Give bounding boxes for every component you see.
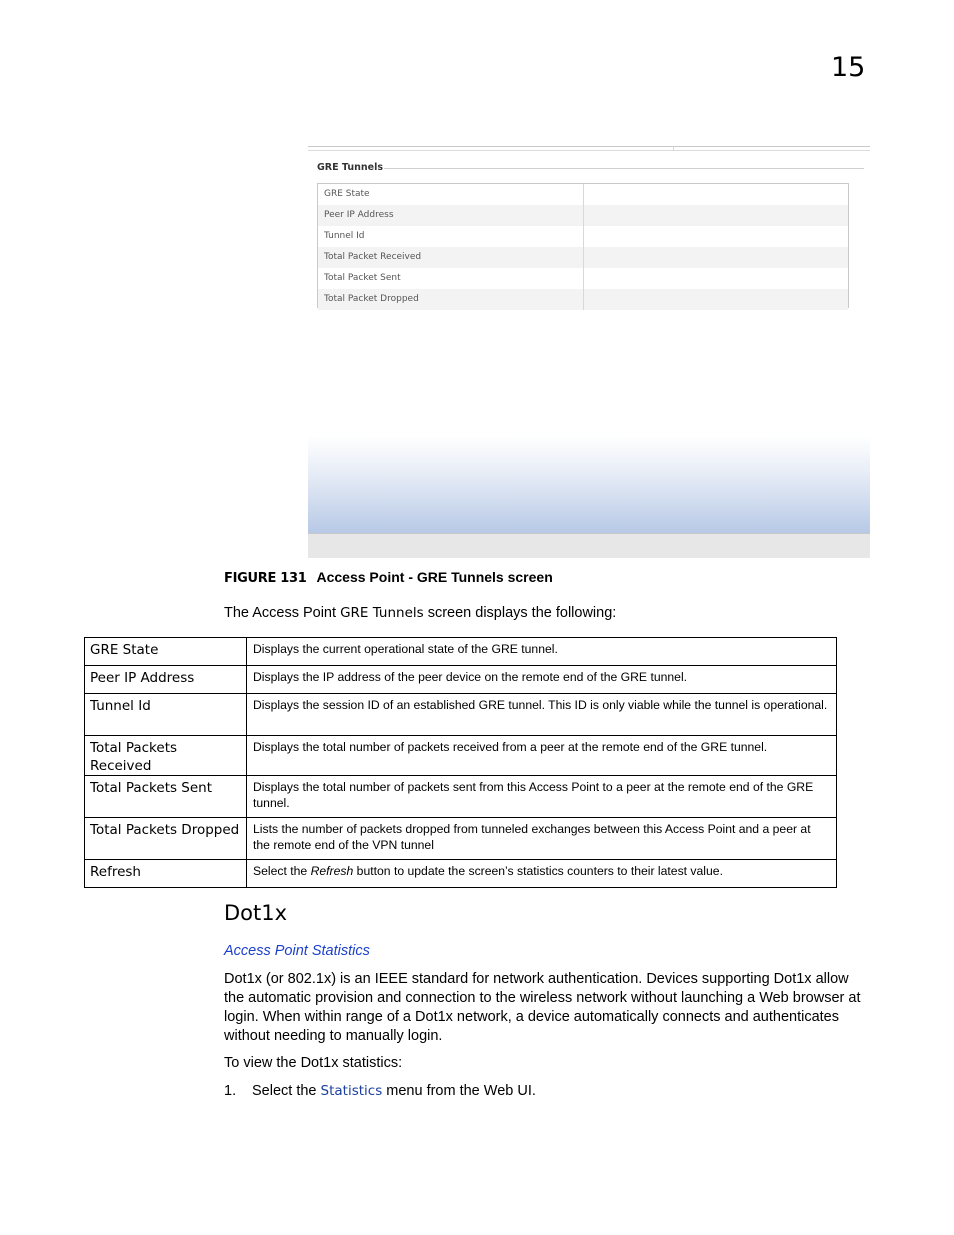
table-definition: Displays the total number of packets received from a peer at the remote end of the GRE tunnel. [247,736,837,776]
table-term: GRE State [85,638,247,666]
table-row [85,694,837,736]
stats-grid [317,183,849,308]
intro-sentence [224,605,616,621]
gre-tunnels-screenshot [308,144,870,558]
table-row [85,818,837,860]
grid-value [584,184,848,205]
table-term: Total Packets Received [85,736,247,776]
figure-title: Access Point - GRE Tunnels screen [316,569,553,585]
table-definition: Displays the session ID of an established GRE tunnel. This ID is only viable while the tunnel is operational. [247,694,837,736]
table-definition: Displays the current operational state of the GRE tunnel. [247,638,837,666]
body-paragraph: To view the Dot1x statistics: [224,1055,403,1071]
grid-value [584,247,848,268]
table-definition: Displays the IP address of the peer device on the remote end of the GRE tunnel. [247,666,837,694]
intro-text: screen displays the following: [423,605,617,621]
description-table [84,637,837,888]
figure-label: FIGURE 131 [224,571,307,586]
grid-key: Total Packet Received [318,247,584,268]
table-row [85,776,837,818]
bottom-toolbar [308,533,870,558]
grid-value [584,205,848,226]
intro-text: The Access Point [224,605,341,621]
table-term: Total Packets Sent [85,776,247,818]
step-item [224,1083,536,1099]
body-paragraph: Dot1x (or 802.1x) is an IEEE standard for network authentication. Devices supporting Dot1x allow the automatic provision and connection to the wireless network without launching a Web browser at login. When within range of a Dot1x network, a device automatically connects and authenticates without needing to manually login. [224,971,861,1044]
statistics-link[interactable]: Statistics [320,1083,383,1099]
grid-key: Peer IP Address [318,205,584,226]
table-row [85,666,837,694]
table-row [85,736,837,776]
divider [308,150,870,151]
definition-text: Select the [253,864,311,878]
grid-key: GRE State [318,184,584,205]
table-term: Refresh [85,860,247,888]
table-definition: Displays the total number of packets sent from this Access Point to a peer at the remote end of the GRE tunnel. [247,776,837,818]
step-text: menu from the Web UI. [382,1083,536,1099]
table-term: Total Packets Dropped [85,818,247,860]
grid-key: Total Packet Dropped [318,289,584,310]
ui-term-italic: Refresh [310,864,354,878]
grid-key: Total Packet Sent [318,268,584,289]
grid-key: Tunnel Id [318,226,584,247]
grid-value [584,289,848,310]
table-definition [247,860,837,888]
grid-row [318,184,848,205]
definition-text: button to update the screen’s statistics counters to their latest value. [353,864,723,878]
grid-row [318,205,848,226]
table-row [85,638,837,666]
grid-row [318,268,848,289]
chapter-number: 15 [831,52,866,83]
grid-row [318,289,848,310]
breadcrumb-link[interactable]: Access Point Statistics [224,943,370,959]
table-definition: Lists the number of packets dropped from tunneled exchanges between this Access Point and a peer at the remote end of the VPN tunnel [247,818,837,860]
table-term: Peer IP Address [85,666,247,694]
figure-caption [224,569,553,586]
divider [308,146,870,147]
grid-row [318,226,848,247]
step-text: Select the [252,1083,321,1099]
table-term: Tunnel Id [85,694,247,736]
group-divider [384,168,864,169]
section-heading: Dot1x [224,901,288,925]
grid-value [584,226,848,247]
divider [673,146,674,151]
grid-row [318,247,848,268]
step-number: 1. [224,1083,237,1099]
table-row [85,860,837,888]
gradient-panel [308,436,870,533]
grid-value [584,268,848,289]
ui-term: GRE Tunnels [340,605,424,621]
group-title: GRE Tunnels [317,162,383,173]
